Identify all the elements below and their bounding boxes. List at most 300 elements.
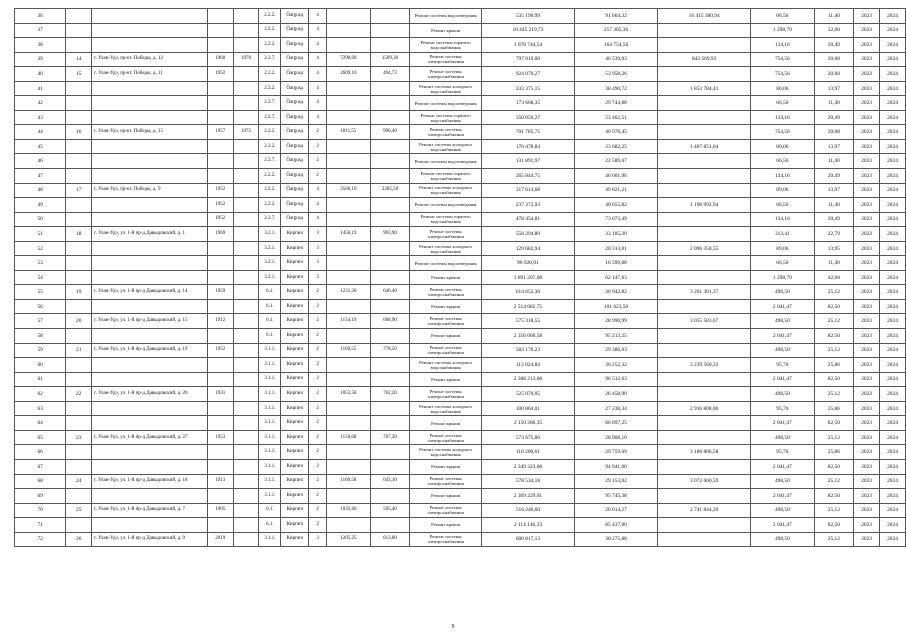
- work-type-cell: Ремонт системы горячего водоснабжения: [410, 212, 482, 227]
- house-total-cost-cell: [658, 416, 751, 431]
- wall-material-cell: Öаrgusд: [281, 52, 309, 67]
- table-row: [15, 489, 906, 504]
- table-row: [15, 459, 906, 474]
- year-reconstruction-cell: [233, 183, 259, 198]
- living-area-cell: [370, 256, 410, 271]
- address-cell: г. Улан-Удэ, ул. 1-й пр-д Давыдовский, д. 27: [92, 430, 208, 445]
- address-cell: [92, 329, 208, 344]
- unit-control-cost-cell: 32,00: [814, 23, 854, 38]
- year-built-cell: [207, 270, 233, 285]
- total-area-cell: 1154,19: [327, 314, 371, 329]
- house-total-cost-cell: [658, 23, 751, 38]
- work-cost-cell: 797 010,00: [481, 52, 574, 67]
- house-total-cost-cell: [658, 430, 751, 445]
- total-area-cell: [327, 110, 371, 125]
- row-number-cell: 48: [15, 183, 66, 198]
- year-end-cell: 2024: [880, 81, 906, 96]
- capital-repair-table: [14, 8, 906, 547]
- address-cell: [92, 401, 208, 416]
- work-type-cell: Ремонт крыши: [410, 489, 482, 504]
- wall-material-cell: Кирпич: [281, 227, 309, 242]
- living-area-cell: 778,50: [370, 343, 410, 358]
- year-built-cell: 1931: [207, 387, 233, 402]
- house-total-cost-cell: 3 072 660,59: [658, 474, 751, 489]
- year-end-cell: 2024: [880, 329, 906, 344]
- house-total-cost-cell: [658, 270, 751, 285]
- year-reconstruction-cell: [233, 96, 259, 111]
- year-reconstruction-cell: [233, 212, 259, 227]
- wall-code-cell: 3.1.1.: [259, 416, 281, 431]
- work-type-cell: Ремонт системы водоотведения: [410, 198, 482, 213]
- row-number-cell: 41: [15, 81, 66, 96]
- unit-control-cost-cell: 13,97: [814, 183, 854, 198]
- object-number-cell: [66, 212, 92, 227]
- unit-control-cost-cell: 25,12: [814, 314, 854, 329]
- floors-cell: 2: [309, 430, 327, 445]
- address-cell: г. Улан-Удэ, ул. 1-й пр-д Давыдовский, д. 9: [92, 532, 208, 547]
- object-number-cell: [66, 329, 92, 344]
- floors-cell: 2: [309, 139, 327, 154]
- year-reconstruction-cell: [233, 430, 259, 445]
- unit-control-cost-cell: 11,40: [814, 256, 854, 271]
- wall-code-cell: 3.2.1.: [259, 227, 281, 242]
- table-row: [15, 430, 906, 445]
- floors-cell: 2: [309, 474, 327, 489]
- unit-cost-cell: 66,56: [751, 96, 814, 111]
- wall-material-cell: Öаrgusд: [281, 183, 309, 198]
- address-cell: г. Улан-Удэ, пр-кт. Победы, д. 15: [92, 125, 208, 140]
- house-total-cost-cell: [658, 110, 751, 125]
- address-cell: г. Улан-Удэ, пр-кт. Победы, д. 12: [92, 52, 208, 67]
- floors-cell: 2: [309, 387, 327, 402]
- row-number-cell: 59: [15, 343, 66, 358]
- floors-cell: 4: [309, 183, 327, 198]
- construction-control-cost-cell: 20 313,01: [574, 241, 657, 256]
- unit-cost-cell: 66,56: [751, 154, 814, 169]
- table-row: [15, 241, 906, 256]
- year-built-cell: [207, 372, 233, 387]
- wall-code-cell: 6.1.: [259, 299, 281, 314]
- wall-material-cell: Кирпич: [281, 401, 309, 416]
- object-number-cell: 16: [66, 125, 92, 140]
- construction-control-cost-cell: 29 744,88: [574, 96, 657, 111]
- year-end-cell: 2024: [880, 489, 906, 504]
- year-reconstruction-cell: [233, 154, 259, 169]
- unit-control-cost-cell: 11,40: [814, 96, 854, 111]
- wall-material-cell: Кирпич: [281, 430, 309, 445]
- year-start-cell: 2023: [854, 430, 880, 445]
- total-area-cell: [327, 241, 371, 256]
- address-cell: [92, 241, 208, 256]
- year-end-cell: 2024: [880, 96, 906, 111]
- year-reconstruction-cell: 1972: [233, 125, 259, 140]
- table-row: [15, 270, 906, 285]
- address-cell: [92, 459, 208, 474]
- unit-cost-cell: 2 041,47: [751, 518, 814, 533]
- unit-cost-cell: 498,50: [751, 387, 814, 402]
- object-number-cell: [66, 81, 92, 96]
- year-reconstruction-cell: [233, 474, 259, 489]
- work-type-cell: Ремонт крыши: [410, 329, 482, 344]
- living-area-cell: [370, 270, 410, 285]
- object-number-cell: 25: [66, 503, 92, 518]
- row-number-cell: 37: [15, 23, 66, 38]
- unit-control-cost-cell: 25,12: [814, 387, 854, 402]
- house-total-cost-cell: [658, 169, 751, 184]
- floors-cell: 2: [309, 169, 327, 184]
- year-start-cell: 2023: [854, 299, 880, 314]
- year-start-cell: 2023: [854, 169, 880, 184]
- construction-control-cost-cell: 86 897,25: [574, 416, 657, 431]
- work-cost-cell: 317 614,68: [481, 183, 574, 198]
- wall-material-cell: Кирпич: [281, 387, 309, 402]
- living-area-cell: 2285,50: [370, 183, 410, 198]
- wall-material-cell: Öаrgusд: [281, 67, 309, 82]
- address-cell: [92, 139, 208, 154]
- year-end-cell: 2024: [880, 503, 906, 518]
- total-area-cell: 7298,00: [327, 52, 371, 67]
- table-row: [15, 23, 906, 38]
- year-end-cell: 2024: [880, 270, 906, 285]
- work-cost-cell: 478 454,81: [481, 212, 574, 227]
- living-area-cell: [370, 329, 410, 344]
- wall-material-cell: Кирпич: [281, 241, 309, 256]
- year-start-cell: 2023: [854, 474, 880, 489]
- total-area-cell: 1456,19: [327, 227, 371, 242]
- wall-code-cell: 2.2.7.: [259, 96, 281, 111]
- living-area-cell: [370, 358, 410, 373]
- unit-control-cost-cell: 20,68: [814, 52, 854, 67]
- object-number-cell: [66, 241, 92, 256]
- unit-control-cost-cell: 13,95: [814, 241, 854, 256]
- table-row: [15, 299, 906, 314]
- unit-cost-cell: 754,56: [751, 67, 814, 82]
- floors-cell: 2: [309, 503, 327, 518]
- unit-control-cost-cell: 25,12: [814, 285, 854, 300]
- work-cost-cell: 573 675,80: [481, 430, 574, 445]
- work-type-cell: Ремонт системы электроснабжения: [410, 52, 482, 67]
- table-row: [15, 52, 906, 67]
- year-end-cell: 2024: [880, 227, 906, 242]
- year-start-cell: 2023: [854, 256, 880, 271]
- year-start-cell: 2023: [854, 532, 880, 547]
- wall-material-cell: Кирпич: [281, 372, 309, 387]
- house-total-cost-cell: [658, 329, 751, 344]
- floors-cell: 4: [309, 52, 327, 67]
- floors-cell: 2: [309, 401, 327, 416]
- address-cell: [92, 489, 208, 504]
- unit-cost-cell: 66,56: [751, 9, 814, 24]
- work-cost-cell: 2 114 146,33: [481, 518, 574, 533]
- unit-control-cost-cell: 11,40: [814, 154, 854, 169]
- year-end-cell: 2024: [880, 183, 906, 198]
- house-total-cost-cell: 2 916 808,00: [658, 401, 751, 416]
- wall-material-cell: Кирпич: [281, 299, 309, 314]
- work-type-cell: Ремонт системы горячего водоснабжения: [410, 169, 482, 184]
- year-reconstruction-cell: [233, 299, 259, 314]
- floors-cell: 4: [309, 9, 327, 24]
- wall-code-cell: 2.2.2.: [259, 198, 281, 213]
- table-row: [15, 518, 906, 533]
- living-area-cell: 903,90: [370, 227, 410, 242]
- year-reconstruction-cell: [233, 23, 259, 38]
- unit-cost-cell: 2 041,47: [751, 416, 814, 431]
- unit-control-cost-cell: 25,12: [814, 430, 854, 445]
- object-number-cell: [66, 358, 92, 373]
- row-number-cell: 51: [15, 227, 66, 242]
- year-start-cell: 2023: [854, 110, 880, 125]
- year-reconstruction-cell: 1978: [233, 52, 259, 67]
- year-reconstruction-cell: [233, 38, 259, 53]
- floors-cell: 4: [309, 198, 327, 213]
- work-cost-cell: 110 200,61: [481, 445, 574, 460]
- living-area-cell: [370, 23, 410, 38]
- table-row: [15, 445, 906, 460]
- wall-code-cell: 2.2.7.: [259, 212, 281, 227]
- year-reconstruction-cell: [233, 241, 259, 256]
- wall-code-cell: 3.1.1.: [259, 459, 281, 474]
- work-cost-cell: 614 652,30: [481, 285, 574, 300]
- year-reconstruction-cell: [233, 358, 259, 373]
- year-built-cell: [207, 518, 233, 533]
- house-total-cost-cell: 1 196 992,94: [658, 198, 751, 213]
- living-area-cell: 643,10: [370, 474, 410, 489]
- living-area-cell: 996,40: [370, 125, 410, 140]
- year-reconstruction-cell: [233, 270, 259, 285]
- table-row: [15, 96, 906, 111]
- work-cost-cell: 176 478,84: [481, 139, 574, 154]
- year-start-cell: 2023: [854, 52, 880, 67]
- year-end-cell: 2024: [880, 532, 906, 547]
- unit-control-cost-cell: 42,68: [814, 270, 854, 285]
- total-area-cell: 3566,10: [327, 183, 371, 198]
- row-number-cell: 61: [15, 372, 66, 387]
- object-number-cell: [66, 198, 92, 213]
- year-built-cell: [207, 139, 233, 154]
- table-row: [15, 139, 906, 154]
- unit-cost-cell: 66,56: [751, 198, 814, 213]
- construction-control-cost-cell: 29 386,03: [574, 343, 657, 358]
- house-total-cost-cell: [658, 212, 751, 227]
- house-total-cost-cell: [658, 532, 751, 547]
- table-row: [15, 183, 906, 198]
- floors-cell: 2: [309, 154, 327, 169]
- address-cell: г. Улан-Удэ, ул. 1-й пр-д Давыдовский, д. 14: [92, 285, 208, 300]
- unit-cost-cell: 2 041,47: [751, 459, 814, 474]
- year-built-cell: [207, 416, 233, 431]
- object-number-cell: [66, 256, 92, 271]
- construction-control-cost-cell: 95 745,38: [574, 489, 657, 504]
- unit-control-cost-cell: 22,79: [814, 227, 854, 242]
- work-type-cell: Ремонт системы водоотведения: [410, 96, 482, 111]
- unit-cost-cell: 2 041,47: [751, 489, 814, 504]
- wall-material-cell: Öаrgusд: [281, 198, 309, 213]
- object-number-cell: [66, 489, 92, 504]
- living-area-cell: 613,80: [370, 532, 410, 547]
- year-end-cell: 2024: [880, 314, 906, 329]
- year-reconstruction-cell: [233, 489, 259, 504]
- work-cost-cell: 2 514 682,75: [481, 299, 574, 314]
- total-area-cell: [327, 372, 371, 387]
- work-cost-cell: 558 294,80: [481, 227, 574, 242]
- address-cell: [92, 256, 208, 271]
- wall-material-cell: Кирпич: [281, 474, 309, 489]
- work-type-cell: Ремонт системы электроснабжения: [410, 532, 482, 547]
- address-cell: г. Улан-Удэ, пр-кт. Победы, д. 11: [92, 67, 208, 82]
- work-type-cell: Ремонт системы горячего водоснабжения: [410, 38, 482, 53]
- object-number-cell: [66, 459, 92, 474]
- row-number-cell: 47: [15, 169, 66, 184]
- year-start-cell: 2023: [854, 23, 880, 38]
- wall-material-cell: Öаrgusд: [281, 110, 309, 125]
- row-number-cell: 63: [15, 401, 66, 416]
- wall-code-cell: 2.2.7.: [259, 110, 281, 125]
- table-row: [15, 169, 906, 184]
- row-number-cell: 43: [15, 110, 66, 125]
- year-end-cell: 2024: [880, 212, 906, 227]
- wall-material-cell: Кирпич: [281, 285, 309, 300]
- work-cost-cell: 10 445 219,73: [481, 23, 574, 38]
- total-area-cell: 1811,55: [327, 125, 371, 140]
- wall-material-cell: Кирпич: [281, 358, 309, 373]
- wall-code-cell: 3.1.1.: [259, 430, 281, 445]
- construction-control-cost-cell: 96 512,63: [574, 372, 657, 387]
- construction-control-cost-cell: 29 759,69: [574, 445, 657, 460]
- work-type-cell: Ремонт системы электроснабжения: [410, 285, 482, 300]
- year-start-cell: 2023: [854, 387, 880, 402]
- wall-material-cell: Öаrgusд: [281, 9, 309, 24]
- total-area-cell: 1150,68: [327, 430, 371, 445]
- table-row: [15, 154, 906, 169]
- work-type-cell: Ремонт системы электроснабжения: [410, 314, 482, 329]
- year-built-cell: [207, 358, 233, 373]
- year-start-cell: 2023: [854, 416, 880, 431]
- year-reconstruction-cell: [233, 343, 259, 358]
- floors-cell: 2: [309, 445, 327, 460]
- year-built-cell: 1913: [207, 474, 233, 489]
- work-cost-cell: 600 817,13: [481, 532, 574, 547]
- year-reconstruction-cell: [233, 329, 259, 344]
- object-number-cell: [66, 270, 92, 285]
- total-area-cell: [327, 96, 371, 111]
- total-area-cell: [327, 139, 371, 154]
- living-area-cell: [370, 241, 410, 256]
- total-area-cell: [327, 38, 371, 53]
- wall-material-cell: Кирпич: [281, 532, 309, 547]
- unit-cost-cell: 89,06: [751, 241, 814, 256]
- address-cell: [92, 212, 208, 227]
- work-type-cell: Ремонт крыши: [410, 518, 482, 533]
- floors-cell: 3: [309, 256, 327, 271]
- year-built-cell: 1952: [207, 183, 233, 198]
- year-built-cell: [207, 9, 233, 24]
- floors-cell: 2: [309, 358, 327, 373]
- total-area-cell: 1231,30: [327, 285, 371, 300]
- unit-control-cost-cell: 82,50: [814, 459, 854, 474]
- living-area-cell: [370, 299, 410, 314]
- floors-cell: 4: [309, 81, 327, 96]
- wall-code-cell: 3.1.1.: [259, 489, 281, 504]
- total-area-cell: 1169,55: [327, 343, 371, 358]
- object-number-cell: [66, 23, 92, 38]
- living-area-cell: 767,20: [370, 430, 410, 445]
- address-cell: г. Улан-Удэ, ул. 1-й пр-д Давыдовский, д. 15: [92, 314, 208, 329]
- work-cost-cell: 1 891 207,08: [481, 270, 574, 285]
- work-cost-cell: 1 078 744,54: [481, 38, 574, 53]
- row-number-cell: 54: [15, 270, 66, 285]
- address-cell: г. Улан-Удэ, ул. 1-й пр-д Давыдовский, д. 19: [92, 343, 208, 358]
- living-area-cell: [370, 518, 410, 533]
- work-type-cell: Ремонт системы электроснабжения: [410, 503, 482, 518]
- year-built-cell: 1969: [207, 227, 233, 242]
- row-number-cell: 68: [15, 474, 66, 489]
- year-start-cell: 2023: [854, 503, 880, 518]
- year-end-cell: 2024: [880, 9, 906, 24]
- wall-code-cell: 6.1.: [259, 503, 281, 518]
- table-row: [15, 125, 906, 140]
- unit-control-cost-cell: 13,97: [814, 81, 854, 96]
- unit-cost-cell: 95,76: [751, 445, 814, 460]
- wall-code-cell: 2.2.2.: [259, 9, 281, 24]
- address-cell: [92, 445, 208, 460]
- construction-control-cost-cell: 40 601,96: [574, 169, 657, 184]
- wall-material-cell: Öаrgusд: [281, 154, 309, 169]
- floors-cell: 2: [309, 459, 327, 474]
- table-row: [15, 401, 906, 416]
- wall-code-cell: 2.2.2.: [259, 183, 281, 198]
- work-cost-cell: 173 668,35: [481, 96, 574, 111]
- unit-cost-cell: 66,56: [751, 256, 814, 271]
- table-row: [15, 38, 906, 53]
- year-start-cell: 2023: [854, 489, 880, 504]
- year-start-cell: 2023: [854, 81, 880, 96]
- row-number-cell: 65: [15, 430, 66, 445]
- row-number-cell: 57: [15, 314, 66, 329]
- house-total-cost-cell: 843 569,93: [658, 52, 751, 67]
- year-end-cell: 2024: [880, 23, 906, 38]
- table-row: [15, 67, 906, 82]
- construction-control-cost-cell: 26 014,27: [574, 503, 657, 518]
- table-row: [15, 285, 906, 300]
- year-start-cell: 2023: [854, 96, 880, 111]
- unit-cost-cell: 498,50: [751, 343, 814, 358]
- year-reconstruction-cell: [233, 416, 259, 431]
- year-end-cell: 2024: [880, 401, 906, 416]
- object-number-cell: [66, 154, 92, 169]
- wall-material-cell: Öаrgusд: [281, 169, 309, 184]
- wall-code-cell: 2.2.2.: [259, 139, 281, 154]
- construction-control-cost-cell: 49 821,21: [574, 183, 657, 198]
- living-area-cell: 640,40: [370, 285, 410, 300]
- row-number-cell: 40: [15, 67, 66, 82]
- construction-control-cost-cell: 46 539,93: [574, 52, 657, 67]
- object-number-cell: [66, 401, 92, 416]
- work-type-cell: Ремонт системы водоотведения: [410, 154, 482, 169]
- year-built-cell: 1905: [207, 503, 233, 518]
- year-reconstruction-cell: [233, 67, 259, 82]
- work-cost-cell: 237 372,93: [481, 198, 574, 213]
- total-area-cell: [327, 23, 371, 38]
- house-total-cost-cell: 16 415 380,94: [658, 9, 751, 24]
- table-row: [15, 387, 906, 402]
- year-built-cell: 1953: [207, 430, 233, 445]
- work-cost-cell: 131 891,97: [481, 154, 574, 169]
- house-total-cost-cell: 3 261 301,37: [658, 285, 751, 300]
- year-end-cell: 2024: [880, 169, 906, 184]
- house-total-cost-cell: [658, 154, 751, 169]
- work-cost-cell: 232 375,15: [481, 81, 574, 96]
- year-start-cell: 2023: [854, 212, 880, 227]
